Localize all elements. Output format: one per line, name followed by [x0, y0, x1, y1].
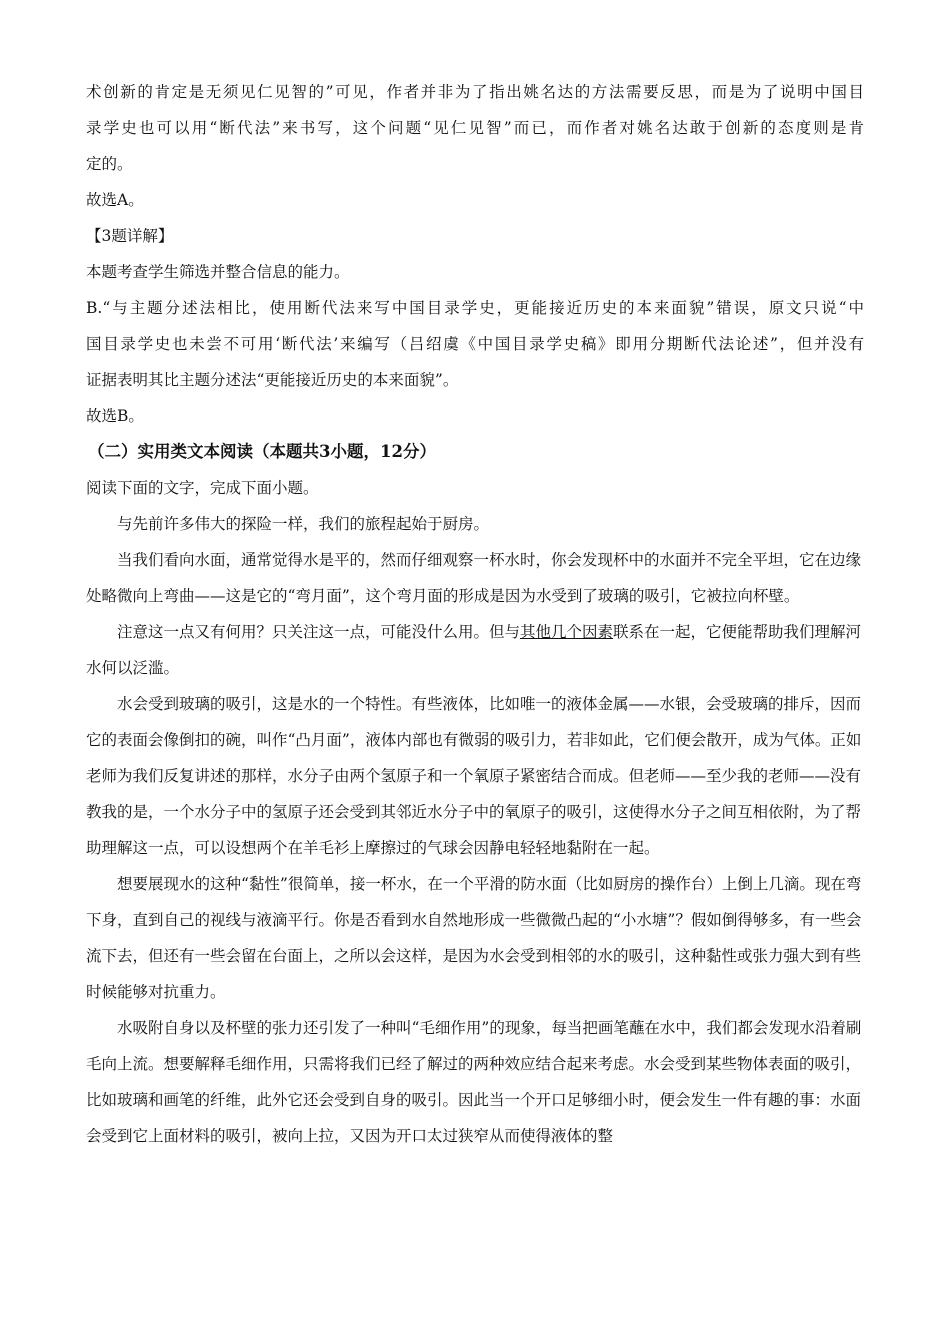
- text-line: 录学史也可以用“断代法”来书写，这个问题“见仁见智”而已，而作者对姚名达敢于创新的态度则是肯: [86, 119, 864, 137]
- section-title: （二）实用类文本阅读（本题共3小题，12分）: [88, 442, 436, 461]
- text-line: 本题考查学生筛选并整合信息的能力。: [86, 263, 350, 281]
- passage-paragraph: 想要展现水的这种“黏性”很简单，接一杯水，在一个平滑的防水面（比如厨房的操作台）上倒上几滴。现在弯下身，直到自己的视线与液滴平行。你是否看到水自然地形成一些微微凸起的“小水塘”？假如倒得够多，有一些会流下去，但还有一些会留在台面上，之所以会这样，是因为水会受到相邻的水的吸引，这种黏性或张力强大到有些时候能够对抗重力。: [86, 875, 862, 1001]
- instruction-line: 阅读下面的文字，完成下面小题。: [86, 479, 319, 497]
- question-3-explanation: [86, 218, 864, 434]
- paragraph-text: 注意这一点又有何用？只关注这一点，可能没什么用。但与: [117, 623, 521, 641]
- passage-paragraph: [86, 614, 864, 686]
- text-line: 证据表明其比主题分述法“更能接近历史的本来面貌”。: [86, 371, 459, 389]
- underlined-phrase: 其他几个因素: [520, 623, 614, 641]
- answer-line: 故选B。: [86, 407, 144, 425]
- section-two: [86, 434, 864, 506]
- section-header: 【3题详解】: [86, 227, 174, 245]
- passage-paragraph: 当我们看向水面，通常觉得水是平的，然而仔细观察一杯水时，你会发现杯中的水面并不完全平坦，它在边缘处略微向上弯曲——这是它的“弯月面”，这个弯月面的形成是因为水受到了玻璃的吸引，它被拉向杯壁。: [86, 551, 862, 605]
- passage-paragraph: 与先前许多伟大的探险一样，我们的旅程起始于厨房。: [117, 515, 490, 533]
- paragraph-text: 联系在一起，它便能帮助我们理解河水何以泛滥。: [86, 623, 862, 677]
- reading-passage: [86, 506, 864, 1154]
- text-line: B.“与主题分述法相比，使用断代法来写中国目录学史，更能接近历史的本来面貌”错误，原文只说“中: [86, 299, 864, 317]
- text-line: 国目录学史也未尝不可用‘断代法’来编写（吕绍虞《中国目录学史稿》即用分期断代法论述”，但并没有: [86, 335, 864, 353]
- answer-line: 故选A。: [86, 191, 144, 209]
- text-line: 定的。: [86, 155, 133, 173]
- passage-paragraph: 水吸附自身以及杯壁的张力还引发了一种叫“毛细作用”的现象，每当把画笔蘸在水中，我们都会发现水沿着刷毛向上流。想要解释毛细作用，只需将我们已经了解过的两种效应结合起来考虑。水会受到某些物体表面的吸引，比如玻璃和画笔的纤维，此外它还会受到自身的吸引。因此当一个开口足够细小时，便会发生一件有趣的事：水面会受到它上面材料的吸引，被向上拉，又因为开口太过狭窄从而使得液体的整: [86, 1019, 862, 1145]
- previous-answer-block: [86, 74, 864, 218]
- passage-paragraph: 水会受到玻璃的吸引，这是水的一个特性。有些液体，比如唯一的液体金属——水银，会受玻璃的排斥，因而它的表面会像倒扣的碗，叫作“凸月面”，液体内部也有微弱的吸引力，若非如此，它们便会散开，成为气体。正如老师为我们反复讲述的那样，水分子由两个氢原子和一个氧原子紧密结合而成。但老师——至少我的老师——没有教我的是，一个水分子中的氢原子还会受到其邻近水分子中的氧原子的吸引，这使得水分子之间互相依附，为了帮助理解这一点，可以设想两个在羊毛衫上摩擦过的气球会因静电轻轻地黏附在一起。: [86, 695, 862, 857]
- text-line: 术创新的肯定是无须见仁见智的”可见，作者并非为了指出姚名达的方法需要反思，而是为了说明中国目: [86, 83, 864, 101]
